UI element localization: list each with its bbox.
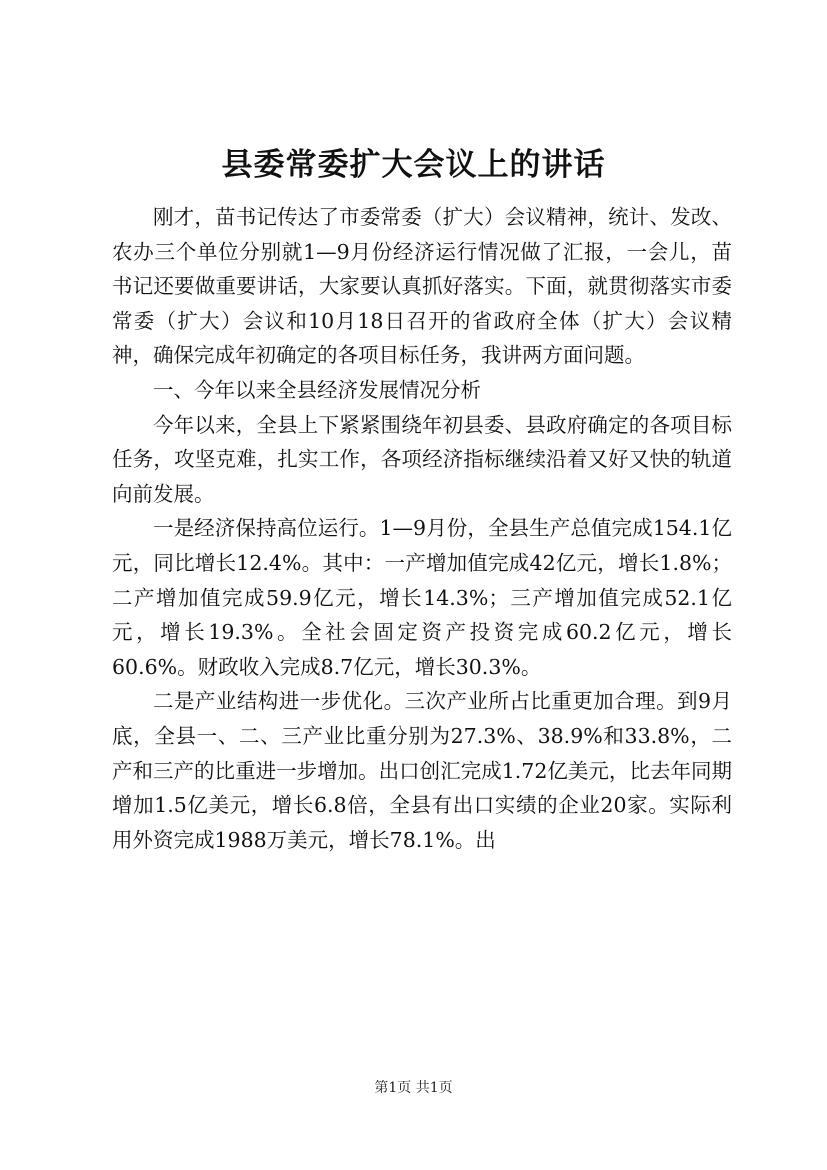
paragraph-overview: 今年以来，全县上下紧紧围绕年初县委、县政府确定的各项目标任务，攻坚克难，扎实工作，各项经济指标继续沿着又好又快的轨道向前发展。 bbox=[112, 412, 732, 506]
paragraph-opening: 刚才，苗书记传达了市委常委（扩大）会议精神，统计、发改、农办三个单位分别就1—9月份经济运行情况做了汇报，一会儿，苗书记还要做重要讲话，大家要认真抓好落实。下面，就贯彻落实市委常委（扩大）会议和10月18日召开的省政府全体（扩大）会议精神，确保完成年初确定的各项目标任务，我讲两方面问题。 bbox=[112, 205, 732, 368]
document-body bbox=[112, 200, 732, 857]
document-title: 县委常委扩大会议上的讲话 bbox=[221, 147, 606, 183]
paragraph-economy: 一是经济保持高位运行。1—9月份，全县生产总值完成154.1亿元，同比增长12.4%。其中：一产增加值完成42亿元，增长1.8%；二产增加值完成59.9亿元，增长14.3%；三产增加值完成52.1亿元，增长19.3%。全社会固定资产投资完成60.2亿元，增长60.6%。财政收入完成8.7亿元，增长30.3%。 bbox=[112, 516, 732, 679]
paragraph-industry: 二是产业结构进一步优化。三次产业所占比重更加合理。到9月底，全县一、二、三产业比重分别为27.3%、38.9%和33.8%，二产和三产的比重进一步增加。出口创汇完成1.72亿美元，比去年同期增加1.5亿美元，增长6.8倍，全县有出口实绩的企业20家。实际利用外资完成1988万美元，增长78.1%。出 bbox=[112, 689, 732, 852]
page-footer: 第1页 共1页 bbox=[374, 1080, 453, 1096]
section-heading: 一、今年以来全县经济发展情况分析 bbox=[153, 377, 481, 402]
